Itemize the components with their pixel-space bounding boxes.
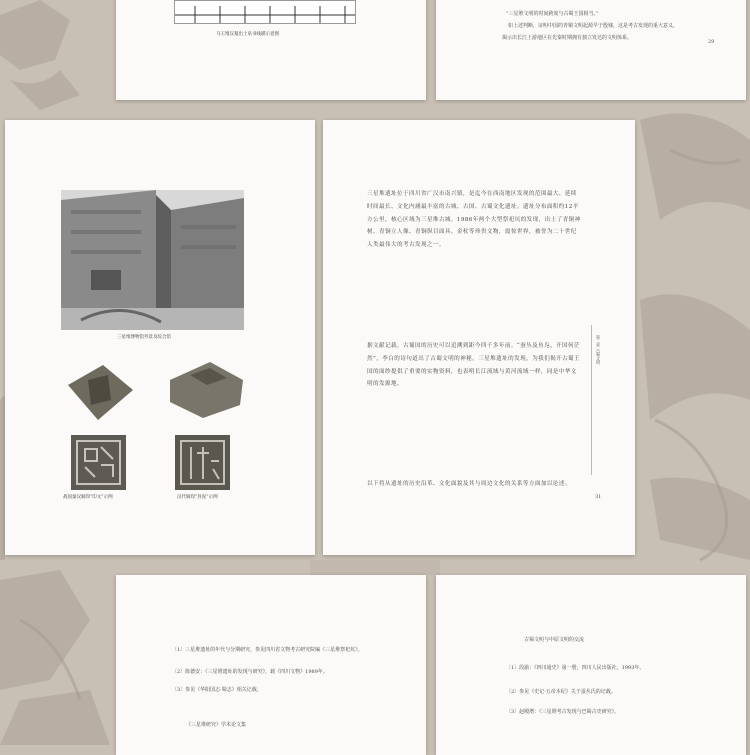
page-bottom-left — [116, 575, 426, 755]
seal1-caption: 战国秦汉铜印“印文”示例 — [63, 495, 113, 500]
footnote: 〔2〕陈德安：《三星堆遗址的发现与研究》，载《四川文物》1989年。 — [172, 669, 328, 675]
footnote: 〔2〕参见《史记·五帝本纪》关于蚕丛氏的记载。 — [506, 689, 616, 695]
page-main-left — [5, 120, 315, 555]
page-main-right — [323, 120, 635, 555]
museum-photo — [61, 190, 244, 330]
page-top-left — [116, 0, 426, 100]
text-line: 如上述判断，证明中国的青铜文明起源早于殷墟，这是考古发现的重大意义， — [508, 23, 679, 29]
footnote: 〔1〕三星堆遗址的年代与分期研究，参见四川省文物考古研究院编《三星堆祭祀坑》。 — [172, 647, 363, 653]
footnote: 〔3〕参见《华阳国志·蜀志》相关记载。 — [172, 687, 262, 693]
footnote: 〔3〕赵殿增：《三星堆考古发现与巴蜀古史研究》。 — [506, 709, 620, 715]
chapter-tab — [591, 325, 592, 475]
page-top-right — [436, 0, 746, 100]
text-line: 揭示出长江上游地区在先秦时期拥有独立发达的文明体系。 — [502, 35, 633, 41]
footnote: 〔1〕段渝：《四川通史》第一册，四川人民出版社，1993年。 — [506, 665, 645, 671]
seal-imprint-1 — [71, 435, 126, 490]
text-line: “三星堆文明的时间跨度与古蜀王国相当。” — [506, 11, 599, 17]
section-heading: 古蜀文明与中原文明的交流 — [524, 637, 585, 643]
paragraph: 三星堆遗址位于四川省广汉市南兴镇，是迄今在西南地区发现的范围最大、延续时间最长、文化内涵最丰富的古城、古国、古蜀文化遗址。遗址分布面积约12平方公里，核心区域为三星堆古城。1986年两个大型祭祀坑的发现，出土了青铜神树、青铜立人像、青铜纵目面具、金杖等珍贵文物，震惊世界，被誉为二十世纪人类最伟大的考古发现之一。 — [367, 191, 581, 249]
page-bottom-right — [436, 575, 746, 755]
bronze-seal-1-photo — [63, 360, 138, 425]
chapter-side-label: 第二章 古蜀文明 — [596, 335, 601, 365]
paragraph: 以下将从遗址的历史沿革、文化面貌及其与周边文化的关系等方面加以论述。 — [367, 481, 571, 487]
footer-title: 《三星堆研究》学术论文集 — [186, 722, 247, 728]
paragraph: 据文献记载，古蜀国的历史可以追溯到距今四千多年前。“蚕丛及鱼凫，开国何茫然”，李白的诗句道出了古蜀文明的神秘。三星堆遗址的发现，为我们揭开古蜀王国的面纱提供了重要的实物资料，也表明长江流域与黄河流域一样，同是中华文明的发源地。 — [367, 343, 581, 388]
bronze-seal-2-photo — [165, 360, 245, 420]
photo-caption: 三星堆博物馆外景及综合馆 — [117, 335, 171, 340]
page-number: 31 — [595, 494, 602, 500]
page-number: 29 — [708, 39, 715, 45]
figure-caption: 马王堆汉墓出土帛书线描示意图 — [216, 32, 279, 37]
seal-imprint-2 — [175, 435, 230, 490]
seal2-caption: 汉代铜印“封泥”示例 — [177, 495, 218, 500]
figure-drawing — [174, 0, 356, 24]
